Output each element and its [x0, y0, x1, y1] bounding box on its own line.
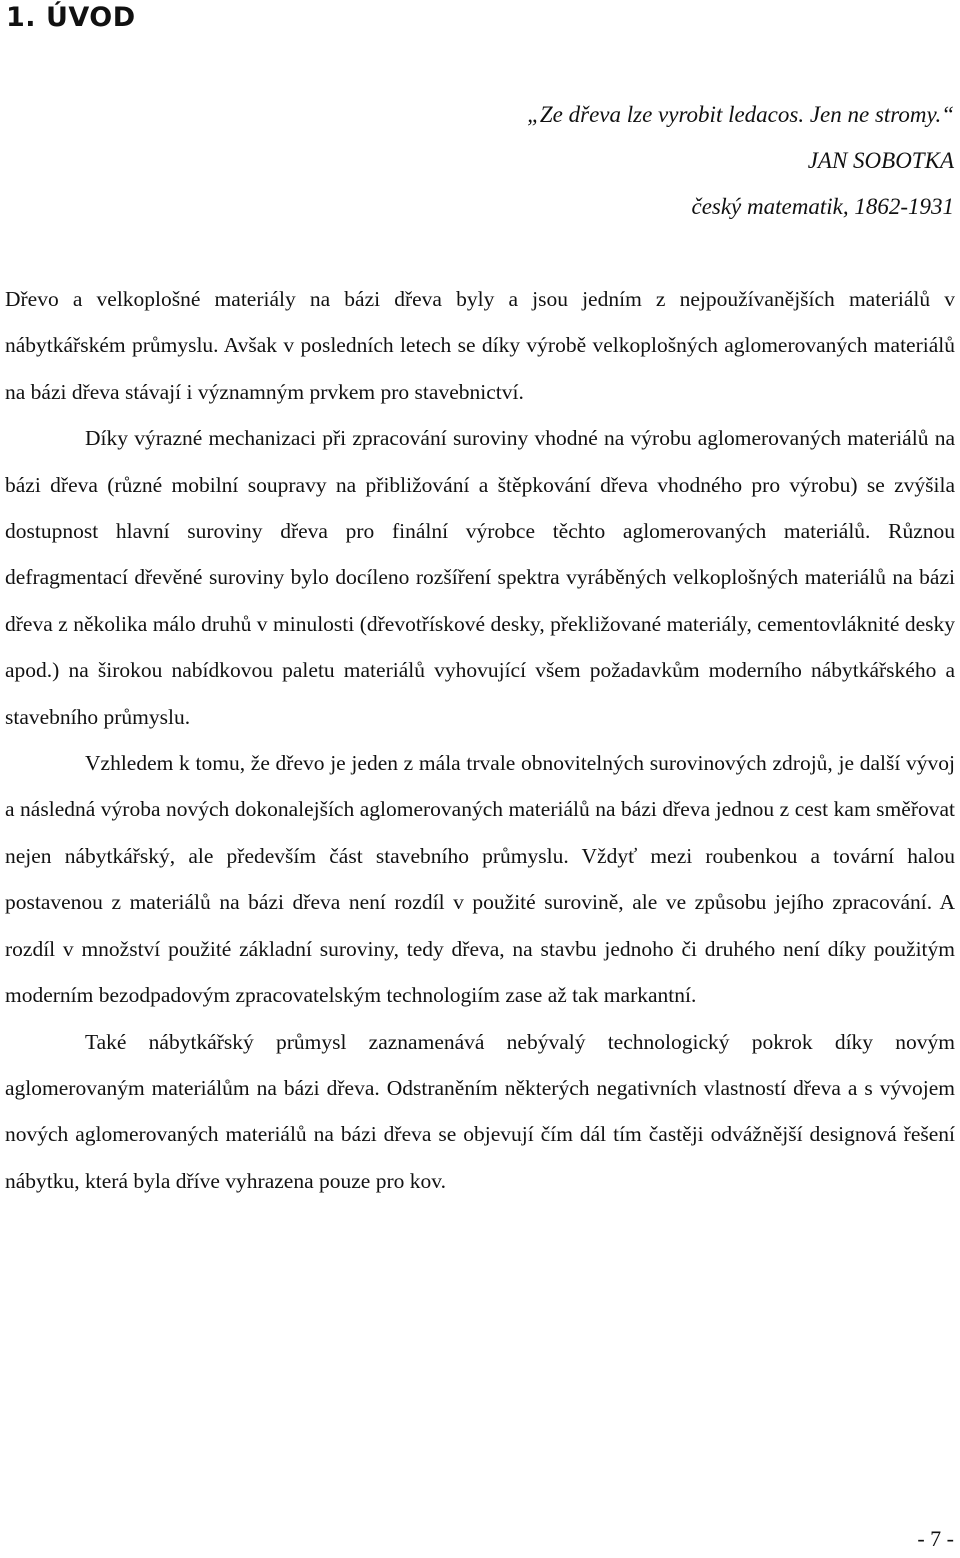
chapter-heading: 1. ÚVOD [6, 2, 136, 33]
paragraph-3: Vzhledem k tomu, že dřevo je jeden z mála trvale obnovitelných surovinových zdrojů, je další vývoj a následná výroba nových dokonalejších aglomerovaných materiálů na bázi dřeva jednou z cest kam směřovat nejen nábytkářský, ale především část stavebního průmyslu. Vždyť mezi roubenkou a tovární halou postavenou z materiálů na bázi dřeva není rozdíl v použité surovině, ale ve způsobu jejího zpracování. A rozdíl v množství použité základní suroviny, tedy dřeva, na stavbu jednoho či druhého není díky použitým moderním bezodpadovým zpracovatelským technologiím zase až tak markantní. [5, 751, 955, 1008]
epigraph-author-description: český matematik, 1862-1931 [691, 194, 954, 219]
epigraph-quote: „Ze dřeva lze vyrobit ledacos. Jen ne stromy.“ [527, 102, 954, 127]
epigraph-author: JAN SOBOTKA [807, 148, 954, 173]
paragraph-4: Také nábytkářský průmysl zaznamenává nebývalý technologický pokrok díky novým aglomerovaným materiálům na bázi dřeva. Odstraněním některých negativních vlastností dřeva a s vývojem nových aglomerovaných materiálů na bázi dřeva se objevují čím dál tím častěji odvážnější designová řešení nábytku, která byla dříve vyhrazena pouze pro kov. [5, 1029, 955, 1193]
page-number: - 7 - [917, 1526, 954, 1551]
paragraph-2: Díky výrazné mechanizaci při zpracování suroviny vhodné na výrobu aglomerovaných materiálů na bázi dřeva (různé mobilní soupravy na přibližování a štěpkování dřeva vhodného pro výrobu) se zvýšila dostupnost hlavní suroviny dřeva pro finální výrobce těchto aglomerovaných materiálů. Různou defragmentací dřevěné suroviny bylo docíleno rozšíření spektra vyráběných velkoplošných materiálů na bázi dřeva z několika málo druhů v minulosti (dřevotřískové desky, překližované materiály, cementovláknité desky apod.) na širokou nabídkovou paletu materiálů vyhovující všem požadavkům moderního nábytkářského a stavebního průmyslu. [5, 426, 955, 729]
paragraph-1: Dřevo a velkoplošné materiály na bázi dřeva byly a jsou jedním z nejpoužívanějších materiálů v nábytkářském průmyslu. Avšak v posledních letech se díky výrobě velkoplošných aglomerovaných materiálů na bázi dřeva stávají i významným prvkem pro stavebnictví. [5, 287, 955, 404]
epigraph [527, 92, 954, 230]
body-text [5, 276, 955, 1204]
